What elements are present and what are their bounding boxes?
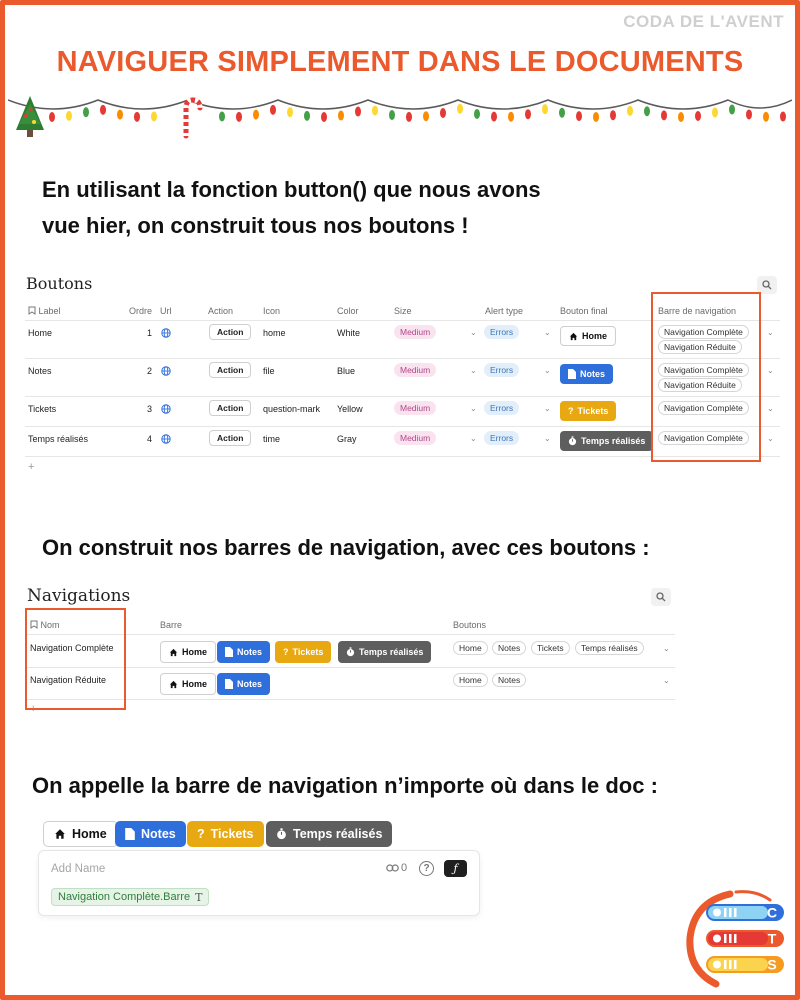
page-headline: NAVIGUER SIMPLEMENT DANS LE DOCUMENTS [56,46,744,78]
garland-bulb [219,111,225,121]
boutons-chip[interactable]: Temps réalisés [575,641,644,655]
file-icon [125,828,135,840]
row-label[interactable]: Tickets [28,404,57,414]
size-chip[interactable]: Medium [394,431,436,445]
formula-card [38,850,480,916]
column-header-barre-navigation[interactable]: Barre de navigation [658,306,737,316]
nav-chip[interactable]: Navigation Réduite [658,378,742,392]
garland-bulb [287,107,293,117]
brand-label: CODA DE L'AVENT [623,12,784,31]
garland-bulb [406,112,412,122]
row-ordre[interactable]: 2 [147,366,153,376]
garland-bulb [525,109,531,119]
garland-bulb [440,108,446,118]
garland-bulb [576,111,582,121]
chevron-down-icon[interactable]: ⌄ [663,676,670,685]
preview-button-tickets[interactable]: ? Tickets [187,821,264,847]
column-header-ordre[interactable]: Ordre [129,306,153,316]
bookmark-icon [28,306,36,315]
chevron-down-icon[interactable]: ⌄ [767,328,774,337]
formula-chip[interactable]: Navigation Complète.Barre T [51,888,209,906]
stopwatch-icon [568,436,577,446]
boutons-chip[interactable]: Tickets [531,641,570,655]
garland-bulb [83,107,89,117]
row-color[interactable]: Yellow [337,404,363,414]
question-mark-icon: ? [283,647,289,657]
bar-button-notes[interactable]: Notes [217,641,270,663]
chevron-down-icon[interactable]: ⌄ [470,366,477,375]
size-chip[interactable]: Medium [394,325,436,339]
column-header-icon[interactable]: Icon [263,306,281,316]
column-header-action[interactable]: Action [208,306,234,316]
garland-bulb [627,106,633,116]
row-nom[interactable]: Navigation Complète [30,643,114,653]
add-name-input[interactable]: Add Name [51,863,106,875]
add-row-button[interactable]: + [28,461,35,473]
add-row-button[interactable]: + [30,703,37,715]
row-label[interactable]: Temps réalisés [28,434,89,444]
chevron-down-icon[interactable]: ⌄ [663,644,670,653]
garland-bulb [253,110,259,120]
row-label[interactable]: Notes [28,366,52,376]
christmas-tree-icon [16,96,44,137]
file-icon [225,679,233,689]
boutons-chip[interactable]: Home [453,673,488,687]
text-type-icon: T [195,890,203,904]
action-button[interactable]: Action [209,430,251,446]
bar-button-home[interactable]: Home [160,641,216,663]
row-color[interactable]: White [337,328,361,338]
search-icon [656,592,666,602]
file-icon [568,369,576,379]
boutons-chip[interactable]: Notes [492,673,526,687]
home-icon [54,828,66,840]
bar-button-notes[interactable]: Notes [217,673,270,695]
preview-button-home[interactable]: Home [43,821,118,847]
formula-icon[interactable]: ƒ [444,860,467,877]
question-mark-icon: ? [568,406,574,416]
garland-bulb [474,109,480,119]
alert-chip[interactable]: Errors [484,431,519,445]
garland-bulb [542,104,548,114]
garland-bulb [355,107,361,117]
highlight-box-navigation-column [651,292,761,462]
garland-bulb [644,106,650,116]
search-icon [762,280,772,290]
row-icon[interactable]: question-mark [263,404,321,414]
navigations-search-button[interactable] [651,588,671,606]
row-icon[interactable]: file [263,366,275,376]
garland-bulb [661,110,667,120]
preview-button-notes[interactable]: Notes [115,821,186,847]
chevron-down-icon[interactable]: ⌄ [470,328,477,337]
garland-bulb [49,112,55,122]
final-button-notes[interactable]: Notes [560,364,613,384]
home-icon [169,648,178,657]
column-header-size[interactable]: Size [394,306,412,316]
garland-bulb [338,111,344,121]
bar-button-temps-realises[interactable]: Temps réalisés [338,641,431,663]
final-button-tickets[interactable]: ? Tickets [560,401,616,421]
garland-bulb [372,106,378,116]
final-button-home[interactable]: Home [560,326,616,346]
garland-bulb [66,111,72,121]
garland-bulb [746,109,752,119]
globe-icon[interactable] [161,328,171,338]
link-counter[interactable]: 0 [386,862,407,874]
garland-bulb [151,111,157,121]
christmas-garland-decoration [8,92,792,140]
garland-bulb [763,112,769,122]
garland-bulb [304,111,310,121]
stopwatch-icon [276,828,287,840]
garland-bulb [134,112,140,122]
row-icon[interactable]: home [263,328,286,338]
column-header-url[interactable]: Url [160,306,172,316]
boutons-table-title: Boutons [26,274,93,293]
nav-chip[interactable]: Navigation Complète [658,363,749,377]
action-button[interactable]: Action [209,400,251,416]
svg-text:S: S [767,956,777,973]
coda-de-lavent-logo-icon [686,888,788,990]
candy-cane-icon [186,100,200,136]
garland-bulb [100,105,106,115]
nav-chip[interactable]: Navigation Réduite [658,340,742,354]
highlight-box-nom-column [25,608,126,710]
home-icon [169,680,178,689]
garland-bulb [729,105,735,115]
garland-bulb [457,104,463,114]
garland-bulb [695,111,701,121]
garland-bulb [508,112,514,122]
chevron-down-icon[interactable]: ⌄ [767,366,774,375]
garland-bulb [559,108,565,118]
globe-icon[interactable] [161,404,171,414]
boutons-chip[interactable]: Home [453,641,488,655]
garland-bulb [270,105,276,115]
intro-text-buttons: En utilisant la fonction button() que nous avons vue hier, on construit tous nos boutons ! [42,177,541,238]
chevron-down-icon[interactable]: ⌄ [544,366,551,375]
garland-bulb [321,112,327,122]
size-chip[interactable]: Medium [394,401,436,415]
question-mark-icon: ? [197,827,205,841]
nav-chip[interactable]: Navigation Complète [658,401,749,415]
svg-text:T: T [767,930,777,947]
intro-text-navigations: On construit nos barres de navigation, avec ces boutons : [42,535,650,560]
garland-bulb [389,110,395,120]
boutons-chip[interactable]: Notes [492,641,526,655]
row-label[interactable]: Home [28,328,53,338]
intro-text-call-anywhere: On appelle la barre de navigation n’importe où dans le doc : [32,773,658,798]
final-button-temps-realises[interactable]: Temps réalisés [560,431,653,451]
garland-bulb [610,110,616,120]
row-color[interactable]: Gray [337,434,357,444]
garland-bulb [117,110,123,120]
row-color[interactable]: Blue [337,366,356,376]
chevron-down-icon[interactable]: ⌄ [470,434,477,443]
garland-bulb [236,112,242,122]
garland-bulb [423,111,429,121]
preview-button-temps-realises[interactable]: Temps réalisés [266,821,392,847]
chevron-down-icon[interactable]: ⌄ [767,434,774,443]
action-button[interactable]: Action [209,362,251,378]
help-icon[interactable]: ? [419,861,434,876]
row-ordre[interactable]: 1 [147,328,153,338]
navigations-table-title: Navigations [27,586,131,606]
column-header-bouton-final[interactable]: Bouton final [560,306,608,316]
alert-chip[interactable]: Errors [484,401,519,415]
row-ordre[interactable]: 3 [147,404,153,414]
garland-bulb [712,107,718,117]
garland-bulb [678,112,684,122]
column-header-boutons[interactable]: Boutons [453,620,487,630]
alert-chip[interactable]: Errors [484,363,519,377]
garland-bulb [593,112,599,122]
globe-icon[interactable] [161,366,171,376]
column-header-nom[interactable]: Nom [30,620,60,630]
file-icon [225,647,233,657]
globe-icon[interactable] [161,434,171,444]
nav-chip[interactable]: Navigation Complète [658,431,749,445]
link-icon [386,863,399,873]
column-header-barre[interactable]: Barre [160,620,183,630]
action-button[interactable]: Action [209,324,251,340]
garland-bulb [491,112,497,122]
stopwatch-icon [346,647,355,657]
row-nom[interactable]: Navigation Réduite [30,675,107,685]
column-header-alert-type[interactable]: Alert type [485,306,524,316]
alert-chip[interactable]: Errors [484,325,519,339]
garland-bulb [780,112,786,122]
bar-button-tickets[interactable]: ? Tickets [275,641,331,663]
nav-chip[interactable]: Navigation Complète [658,325,749,339]
column-header-color[interactable]: Color [337,306,359,316]
bar-button-home[interactable]: Home [160,673,216,695]
chevron-down-icon[interactable]: ⌄ [470,404,477,413]
chevron-down-icon[interactable]: ⌄ [544,404,551,413]
chevron-down-icon[interactable]: ⌄ [544,328,551,337]
home-icon [569,332,578,341]
svg-text:C: C [766,904,778,921]
row-icon[interactable]: time [263,434,281,444]
chevron-down-icon[interactable]: ⌄ [544,434,551,443]
row-ordre[interactable]: 4 [147,434,153,444]
size-chip[interactable]: Medium [394,363,436,377]
column-header-label[interactable]: Label [28,306,61,316]
chevron-down-icon[interactable]: ⌄ [767,404,774,413]
